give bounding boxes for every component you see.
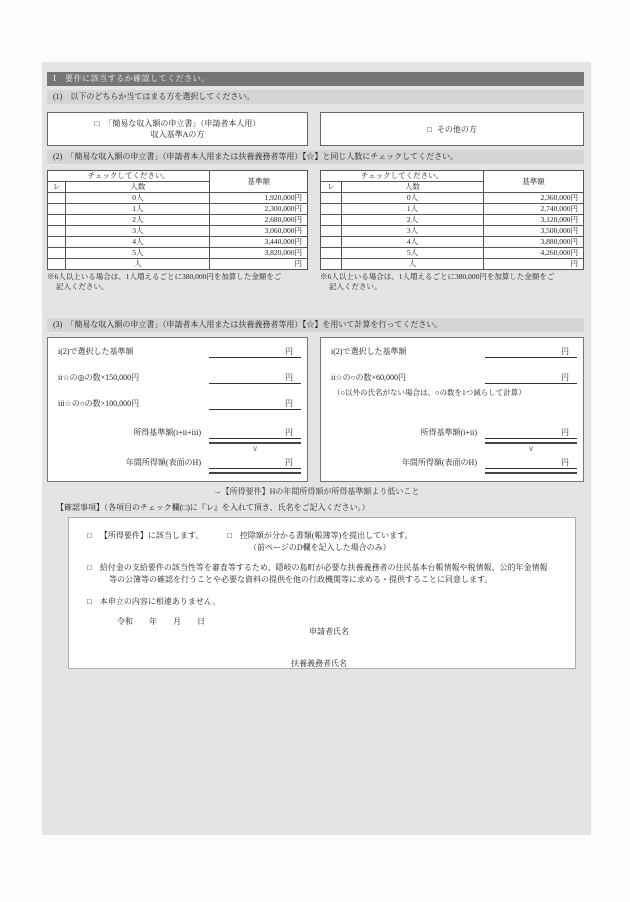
threshold-amount: 2,740,000円 bbox=[484, 204, 584, 215]
check-cell[interactable] bbox=[321, 215, 342, 226]
person-count: 2人 bbox=[342, 215, 484, 226]
threshold-amount: 円 bbox=[210, 259, 308, 270]
calc-row-ii-note: （○以外の氏名がない場合は、○の数を1つ減らして計算） bbox=[333, 388, 526, 397]
form-panel bbox=[42, 62, 591, 835]
sum-double-rule bbox=[485, 472, 577, 474]
step1-label: (1) 以下のどちらか当てはまる方を選択してください。 bbox=[47, 90, 584, 104]
table-row bbox=[48, 237, 308, 248]
calc-box-dependent bbox=[320, 337, 584, 482]
calc-row-iii-input[interactable]: 円 bbox=[209, 397, 301, 410]
check-cell[interactable] bbox=[321, 193, 342, 204]
table-row bbox=[321, 259, 584, 270]
confirm-item-documents-note: （前ページのD欄を記入した場合のみ） bbox=[249, 543, 391, 552]
person-count: 人 bbox=[342, 259, 484, 270]
less-than-symbol: ∨ bbox=[252, 444, 258, 453]
calc-row-i-input[interactable]: 円 bbox=[209, 345, 301, 358]
threshold-amount: 3,120,000円 bbox=[484, 215, 584, 226]
step3-label: (3) 「簡易な収入額の申立書」（申請者本人用または扶養義務者等用）【☆】を用いて計算を行ってください。 bbox=[47, 318, 584, 332]
table-row bbox=[48, 259, 308, 270]
check-table-header: チェックしてください。 bbox=[321, 171, 484, 182]
person-count: 4人 bbox=[342, 237, 484, 248]
threshold-amount: 3,440,000円 bbox=[210, 237, 308, 248]
threshold-amount: 3,880,000円 bbox=[484, 237, 584, 248]
table-row bbox=[48, 204, 308, 215]
option-b-line: □ その他の方 bbox=[427, 124, 477, 134]
check-table-header: チェックしてください。 bbox=[48, 171, 210, 182]
table-row bbox=[321, 193, 584, 204]
table-row bbox=[321, 204, 584, 215]
less-than-symbol: ∨ bbox=[528, 444, 534, 453]
confirm-item-accuracy: □ 本申立の内容に相違ありません。 bbox=[87, 597, 221, 606]
person-count: 3人 bbox=[342, 226, 484, 237]
person-count: 人 bbox=[66, 259, 210, 270]
confirmation-box bbox=[68, 517, 576, 669]
table-row bbox=[321, 226, 584, 237]
annual-income-input[interactable]: 円 bbox=[209, 456, 301, 469]
confirm-item-consent-line2: 等の公簿等の確認を行うことや必要な資料の提供を他の行政機関等に求める・提供することに同意します。 bbox=[109, 575, 493, 584]
count-column-header: 人数 bbox=[342, 182, 484, 193]
table-row bbox=[321, 215, 584, 226]
date-field[interactable]: 令和 年 月 日 bbox=[117, 617, 205, 626]
calc-row-ii-input[interactable]: 円 bbox=[209, 371, 301, 384]
checkbox-icon[interactable]: □ bbox=[227, 531, 232, 540]
option-a-line1: □ 「簡易な収入額の申立書」（申請者本人用） bbox=[94, 119, 261, 128]
income-standard-label: 所得基準額(i+ii+iii) bbox=[133, 428, 201, 437]
checkbox-icon[interactable]: □ bbox=[87, 597, 92, 606]
person-count: 1人 bbox=[342, 204, 484, 215]
confirm-item-documents: □ 控除額が分かる書類(帳簿等)を提出しています。 bbox=[227, 531, 413, 540]
checkbox-icon[interactable]: □ bbox=[94, 119, 100, 128]
count-column-header: 人数 bbox=[66, 182, 210, 193]
calc-row-ii-input[interactable]: 円 bbox=[485, 371, 577, 384]
threshold-amount: 3,060,000円 bbox=[210, 226, 308, 237]
confirm-item-consent: □ 給付金の支給要件の該当性等を審査等するため、隠岐の島町が必要な扶養義務者の住民基本台帳情報や税情報、公的年金情報 bbox=[87, 563, 548, 572]
check-cell[interactable] bbox=[321, 237, 342, 248]
check-cell[interactable] bbox=[48, 259, 66, 270]
person-count: 5人 bbox=[342, 248, 484, 259]
section-1-header: Ⅰ 要件に該当するか確認してください。 bbox=[47, 72, 584, 86]
check-cell[interactable] bbox=[48, 237, 66, 248]
threshold-amount: 2,300,000円 bbox=[210, 204, 308, 215]
table-row bbox=[48, 248, 308, 259]
calc-row-i-label: i(2)で選択した基準額 bbox=[331, 347, 407, 356]
check-cell[interactable] bbox=[321, 226, 342, 237]
income-standard-input[interactable]: 円 bbox=[209, 426, 301, 439]
check-table-dependent bbox=[320, 170, 584, 270]
calc-row-i-label: i(2)で選択した基準額 bbox=[58, 347, 134, 356]
calc-row-ii-label: ii☆の○の数×60,000円 bbox=[331, 373, 406, 382]
person-count: 3人 bbox=[66, 226, 210, 237]
confirmation-heading: 【確認事項】（各項目のチェック欄(□)に『レ』を入れて頂き、氏名をご記入ください。） bbox=[56, 503, 370, 512]
person-count: 1人 bbox=[66, 204, 210, 215]
income-requirement-note: →【所得要件】Hの年間所得額が所得基準額より低いこと bbox=[213, 487, 420, 496]
table-row bbox=[48, 215, 308, 226]
checkbox-icon[interactable]: □ bbox=[87, 531, 92, 540]
person-count: 5人 bbox=[66, 248, 210, 259]
applicant-name-field[interactable]: 申請者氏名 bbox=[309, 627, 349, 636]
person-count: 4人 bbox=[66, 237, 210, 248]
annual-income-label: 年間所得額(表面のH) bbox=[125, 458, 201, 467]
calc-row-ii-label: ii☆の◎の数×150,000円 bbox=[58, 373, 140, 382]
annual-income-input[interactable]: 円 bbox=[485, 456, 577, 469]
person-count: 2人 bbox=[66, 215, 210, 226]
person-count: 0人 bbox=[66, 193, 210, 204]
income-standard-input[interactable]: 円 bbox=[485, 426, 577, 439]
sum-double-rule bbox=[209, 472, 301, 474]
threshold-amount: 2,680,000円 bbox=[210, 215, 308, 226]
check-cell[interactable] bbox=[321, 259, 342, 270]
checkbox-icon[interactable]: □ bbox=[87, 563, 92, 572]
threshold-amount: 4,260,000円 bbox=[484, 248, 584, 259]
table-note-right: ※6人以上いる場合は、1人増えるごとに380,000円を加算した金額をご 記入ください。 bbox=[320, 272, 555, 291]
table-row bbox=[48, 193, 308, 204]
mark-column-header: レ bbox=[48, 182, 66, 193]
table-note-left: ※6人以上いる場合は、1人増えるごとに380,000円を加算した金額をご 記入ください。 bbox=[47, 272, 282, 291]
check-cell[interactable] bbox=[48, 193, 66, 204]
calc-row-i-input[interactable]: 円 bbox=[485, 345, 577, 358]
amount-column-header: 基準額 bbox=[210, 171, 308, 193]
amount-column-header: 基準額 bbox=[484, 171, 584, 193]
check-cell[interactable] bbox=[48, 204, 66, 215]
check-cell[interactable] bbox=[48, 248, 66, 259]
confirm-item-income: □ 【所得要件】に該当します。 bbox=[87, 531, 204, 540]
mark-column-header: レ bbox=[321, 182, 342, 193]
table-row bbox=[321, 248, 584, 259]
check-cell[interactable] bbox=[321, 248, 342, 259]
threshold-amount: 3,820,000円 bbox=[210, 248, 308, 259]
check-table-applicant bbox=[47, 170, 308, 270]
check-cell[interactable] bbox=[48, 226, 66, 237]
check-cell[interactable] bbox=[321, 204, 342, 215]
option-a-line2: 収入基準Aの方 bbox=[150, 130, 205, 139]
annual-income-label: 年間所得額(表面のH) bbox=[401, 458, 477, 467]
threshold-amount: 1,920,000円 bbox=[210, 193, 308, 204]
checkbox-icon[interactable]: □ bbox=[427, 124, 432, 134]
option-other[interactable] bbox=[320, 112, 584, 146]
income-standard-label: 所得基準額(i+ii) bbox=[420, 428, 477, 437]
table-row bbox=[321, 237, 584, 248]
table-row bbox=[48, 226, 308, 237]
option-simple-income-statement[interactable] bbox=[47, 112, 308, 146]
check-cell[interactable] bbox=[48, 215, 66, 226]
calc-box-applicant bbox=[47, 337, 308, 482]
threshold-amount: 円 bbox=[484, 259, 584, 270]
calc-row-iii-label: iii☆の○の数×100,000円 bbox=[58, 399, 140, 408]
threshold-amount: 3,500,000円 bbox=[484, 226, 584, 237]
person-count: 0人 bbox=[342, 193, 484, 204]
step2-label: (2) 「簡易な収入額の申立書」（申請者本人用または扶養義務者等用）【☆】と同じ人数にチェックしてください。 bbox=[47, 150, 584, 164]
dependent-name-field[interactable]: 扶養義務者氏名 bbox=[291, 659, 347, 668]
threshold-amount: 2,360,000円 bbox=[484, 193, 584, 204]
